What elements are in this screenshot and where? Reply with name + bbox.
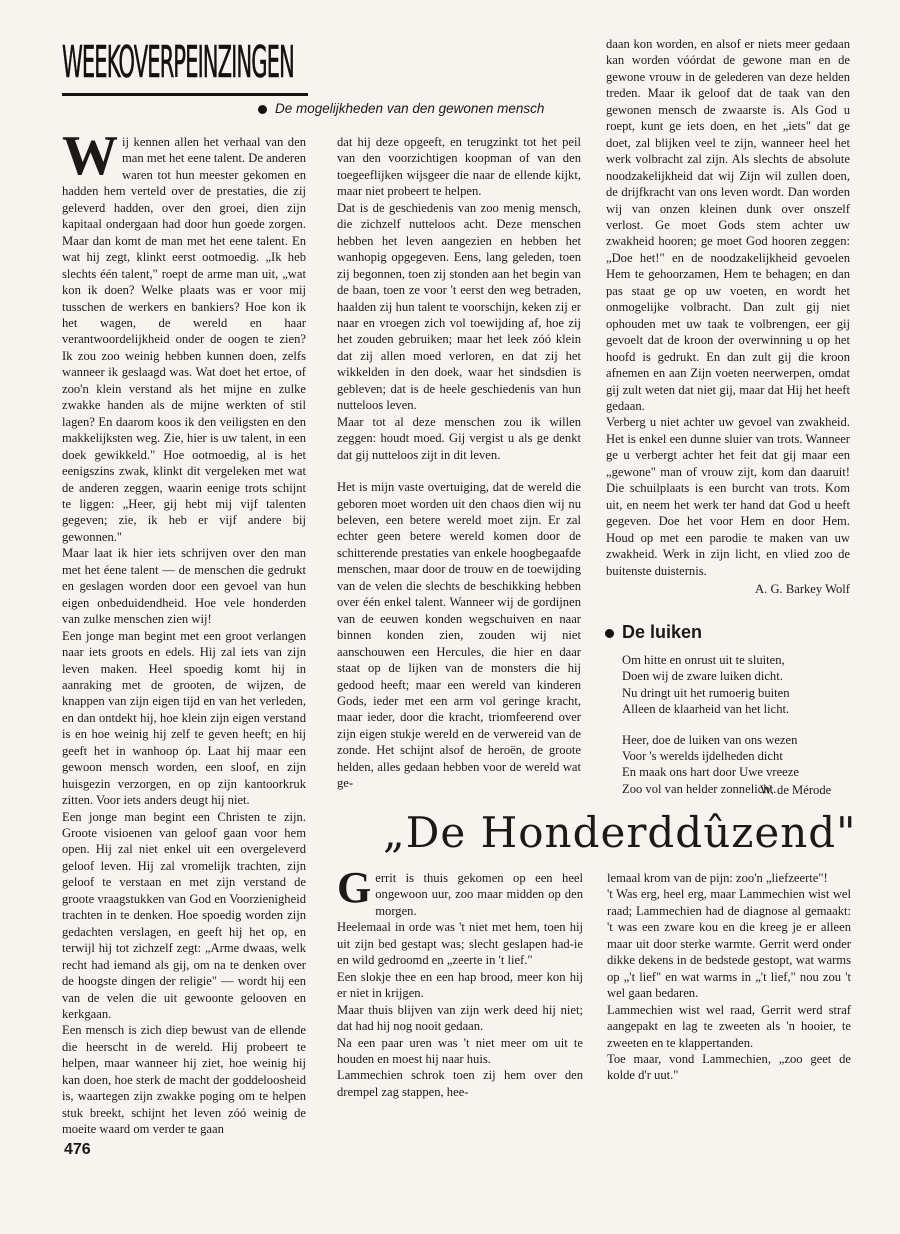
poem-title-text: De luiken — [622, 622, 703, 642]
poem-body — [622, 652, 852, 797]
paragraph: Toe maar, vond Lammechien, „zoo geet de kolde d'r uut." — [607, 1051, 851, 1083]
poem-line: Heer, doe de luiken van ons wezen — [622, 732, 798, 747]
paragraph: dat hij deze opgeeft, en terugzinkt tot het peil van den voorzichtigen koopman of van den toegeeflijken wijsgeer die naar de ellende kijkt, maar niet probeert te helpen. — [337, 135, 581, 199]
paragraph: Maar thuis blijven van zijn werk deed hij niet; dat had hij nog nooit gedaan. — [337, 1002, 583, 1034]
poem-line: Doen wij de zware luiken dicht. — [622, 669, 783, 684]
paragraph: Maar tot al deze menschen zou ik willen zeggen: houdt moed. Gij vergist u als ge denkt dat gij nutteloos zijt in dit leven. — [337, 414, 581, 462]
subtitle-text: De mogelijkheden van den gewonen mensch — [275, 101, 545, 116]
paragraph: Een jonge man begint met een groot verlangen naar iets groots en edels. Hij zal iets van zijn leven maken. Heel spoedig komt hij in aanraking met de grooten, de wijzen, de knappen van zijn eigen tijd en van het verleden, en dan ontdekt hij, hoe klein zijn eigen verstand is en hoe weinig hij zelf te geven heeft; en hij geeft het in wanhoop óp. Laat hij maar een gewoon mensch worden, een sloof, en zijn huisgezin verzorgen, en op zijn kantoorkruk zitten. Voor iets anders deugt hij niet. — [62, 628, 306, 808]
paragraph: daan kon worden, en alsof er niets meer gedaan kan worden vóórdat de gewone man en de gewone vrouw in de gelederen van deze helden treden. Maar ik geloof dat de taak van den gewonen mensch de zwaarste is. Als God u roept, kunt ge iets doen, en het „iets" dat ge doet, zal blijken veel te zijn, wanneer heel het werk volbracht zal zijn. Als slechts de absolute noodzakelijkheid dat wij Zijn wil zullen doen, de drijfkracht van ons leven wordt. Dan worden wij van onzen kleinen dunk over onszelf verlost. Ge moet Gods stem achter uw zwakheid hooren; ge moet God hooren zeggen: „Doe het!" en de noodzakelijkheid gevoelen Hem te gehoorzamen, Hem te behagen; en dan pas staat ge op uw voeten, en wordt het onmogelijke volbracht. Dan zult gij niet ophouden met uw taak te volbrengen, eer gij gevoelt dat de kroon der overwinning u op het hoofd is gedrukt. En dan zult gij die kroon afnemen en aan Zijn voeten neerwerpen, omdat gij zult weten dat niet gij, maar dat Hij het heeft gedaan. — [606, 37, 850, 413]
author-signature: A. G. Barkey Wolf — [755, 581, 850, 596]
article-column-1 — [62, 134, 306, 1139]
article-column-3 — [606, 36, 850, 614]
paragraph: 't Was erg, heel erg, maar Lammechien wist wel raad; Lammechien had de diagnose al gemaakt: 't was een zware kou en die kreeg je er alleen maar uit door sterke warmte. Gerrit werd onder dikke dekens in de bedstede gestopt, wat warms op „'t lief" en wat warms in „'t lief," nou zou 't wel gaan bedaren. — [607, 887, 851, 1001]
paragraph: Maar laat ik hier iets schrijven over den man met het éene talent — de menschen die gedrukt en geslagen worden door een gevoel van hun eigen onbeduidendheid. Hoe vele honderden van zulke menschen zien wij! — [62, 546, 306, 627]
paragraph: lemaal krom van de pijn: zoo'n „liefzeerte"! — [607, 871, 828, 885]
article-subtitle — [258, 101, 544, 116]
drop-cap: G — [337, 870, 372, 912]
drop-cap: W — [62, 134, 118, 187]
paragraph: Na een paar uren was 't niet meer om uit te houden en moest hij naar huis. — [337, 1035, 583, 1066]
story-column-1 — [337, 870, 583, 1160]
poem-stanza — [622, 652, 852, 718]
paragraph: Een slokje thee en een hap brood, meer kon hij er niet in krijgen. — [337, 969, 583, 1001]
paragraph: Een mensch is zich diep bewust van de ellende die heerscht in de wereld. Hij probeert te helpen, maar wanneer hij ziet, hoe weinig hij kan doen, hoe sterk de macht der goddeloosheid is, waartegen zijn zwakke poging om te helpen stuk breekt, schijnt het leven zóó weinig de moeite waard om verder te gaan — [62, 1023, 306, 1137]
poem-line: En maak ons hart door Uwe vreeze — [622, 765, 799, 780]
paragraph: Heelemaal in orde was 't niet met hem, toen hij uit zijn bed gestapt was; slecht geslapen had-ie en wild gedroomd en „zeerte in 't lief." — [337, 920, 583, 968]
paragraph: Lammechien schrok toen zij hem over den drempel zag stappen, hee- — [337, 1068, 583, 1099]
paragraph: Lammechien wist wel raad, Gerrit werd straf aangepakt en lag te zweeten als 'n hooier, te zweeten en te klappertanden. — [607, 1002, 851, 1050]
poem-author: W. de Mérode — [760, 783, 832, 797]
poem-title — [605, 622, 702, 643]
masthead-rule — [62, 93, 308, 96]
story-column-2 — [607, 870, 851, 1160]
story-title: „De Honderddûzend" — [383, 808, 857, 857]
paragraph: Een jonge man begint een Christen te zijn. Groote visioenen van geloof gaan voor hem open. Hij zal niet enkel uit een overgeleverd geloof leven. Hij zal vromelijk trachten, zijn geloof te verstaan en met zijn verstand de groote vraagstukken van God en Voorzienigheid trachten in te denken. Hoe spoedig worden zijn gedachten verslagen, en geeft hij het op, en terwijl hij tot zichzelf zegt: „Arme dwaas, welk recht had iemand als gij, om na te denken over de hoogste dingen der religie" — wordt hij een van de velen die uit gewoonte gelooven en kerkgaan. — [62, 809, 306, 1022]
paragraph: Het is mijn vaste overtuiging, dat de wereld die geboren moet worden uit den chaos dien wij nu beleven, een betere wereld moet zijn. Er zal echter geen betere wereld komen door de schitterende prestaties van enkele hoogbegaafde menschen, maar door de trouw en de toewijding van de velen die slechts de beschikking hebben over één enkel talent. Wanneer wij de gordijnen van de eeuwen konden wegschuiven en naar binnen konden zien, zouden wij niet aanschouwen een Hercules, die hier en daar staat op de lijken van de monsters die hij gedood heeft; maar een wereld van kinderen Gods, ieder met een arm vol geringe kracht, maar ieder, door die kracht, triomfeerend over zijn eigen stukje wereld en de verwereid van de zonde. Het schijnt alsof de heroën, de groote helden, alles gedaan hebben voor de wereld wat ge- — [337, 480, 581, 791]
poem-line: Nu dringt uit het rumoerig buiten — [622, 685, 790, 700]
poem-line: Alleen de klaarheid van het licht. — [622, 702, 790, 717]
paragraph: Gerrit is thuis gekomen op een heel ongewoon uur, zoo maar midden op den morgen. — [337, 870, 583, 918]
poem-line: Zoo vol van helder zonnelicht. — [622, 781, 777, 796]
bullet-icon — [258, 105, 267, 114]
article-column-2 — [337, 134, 581, 799]
page-number: 476 — [64, 1141, 91, 1158]
bullet-icon — [605, 629, 614, 638]
poem-line: Om hitte en onrust uit te sluiten, — [622, 653, 785, 667]
paragraph: Verberg u niet achter uw gevoel van zwakheid. Het is enkel een dunne sluier van trots. Wanneer ge u verbergt achter het feit dat gij maar een „gewone" man of vrouw zijt, kom dan daaruit! Die schuilplaats is een burcht van trots. Kom uit, en neem het werk ter hand dat God u heeft gegeven. Doe het voor Hem en door Hem. Houd op met een parodie te maken van uw zwakheid. Werk in zijn licht, en vlied zoo de buitenste duisternis. — [606, 415, 850, 578]
paragraph: Dat is de geschiedenis van zoo menig mensch, die zichzelf nutteloos acht. Deze menschen hebben het leven aangezien en hebben het wanhopig opgegeven. Eens, lang geleden, toen zij begonnen, toen zij stonden aan het begin van de baan, toen ze voor 't eerst den weg betraden, haalden zij hun talent te voorschijn, keken zij er naar en vroegen zich vol toewijding af, hoe zij het zouden gebruiken; maar het leek zóó klein dat zij allen moed verloren, en dat zij het wikkelden in den doek, waar het sindsdien is gebleven; dat is de heele geschiedenis van hun nutteloos leven. — [337, 200, 581, 413]
paragraph: Wij kennen allen het verhaal van den man met het eene talent. De anderen waren tot hun meester gekomen en hadden hem verteld over de prestaties, die zij geleverd hadden, over den groei, dien zijn kapitaal ondergaan had door hun goede zorgen. Maar dan komt de man met het eene talent. En wat hij zegt, klinkt eerst ootmoedig. „Ik heb slechts één talent," roept de arme man uit, „wat kon ik doen? Welke plaats was er voor mij tusschen de werkers en bankiers? Hoe kon ik het wagen, de wereld en haar verantwoordelijkheid onder de oogen te zien? Ik zou zoo weinig hebben kunnen doen, zelfs wanneer ik geslaagd was. Wat doet het ertoe, of zoo'n klein verstand als het mijne en zulke zwakke handen als de mijne werkten of stil lagen? En daarom koos ik den veiligsten en den makkelijksten weg. Zie, hier is uw talent, in een doek gewikkeld." Hoe ootmoedig, al is het eenigszins zwak, klinkt dit vergeleken met wat de anderen zeggen, waarin eenige trots schijnt te liggen: „Heer, gij hebt mij vijf talenten gegeven; zie, ik heb er vijf andere bij gewonnen." — [62, 134, 306, 544]
masthead-title: WEEKOVERPEINZINGEN — [62, 37, 294, 88]
poem-line: Voor 's werelds ijdelheden dicht — [622, 749, 783, 764]
